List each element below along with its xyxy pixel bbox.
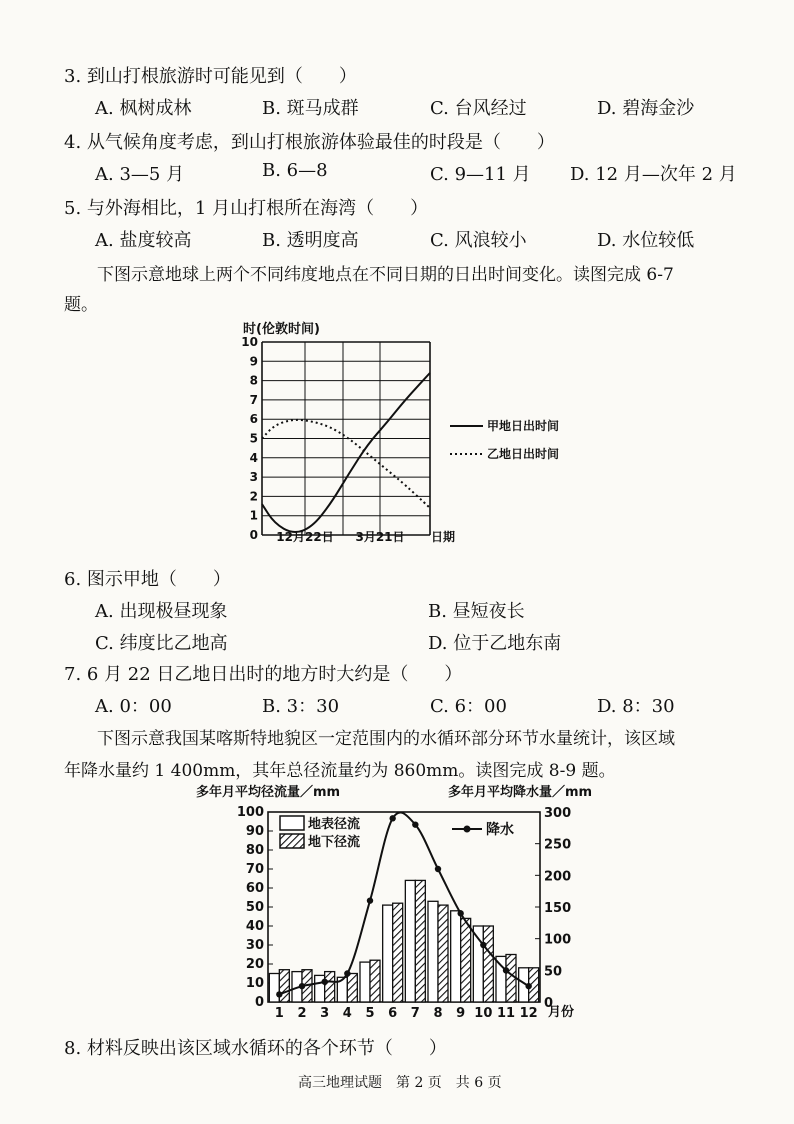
legend-label: 地表径流	[308, 817, 361, 832]
chart2-left-tick: 100	[236, 805, 264, 820]
chart2-month-tick: 11	[496, 1006, 516, 1021]
precipitation-point	[480, 942, 486, 948]
chart2-month-tick: 4	[342, 1006, 352, 1021]
legend-precip-marker	[464, 826, 471, 833]
chart2-month-tick: 12	[519, 1006, 538, 1021]
chart2-month-tick: 5	[365, 1006, 375, 1021]
chart2-right-tick: 300	[544, 806, 572, 821]
chart1-x-tick: 3月21日	[355, 530, 405, 544]
q7-stem: 7. 6 月 22 日乙地日出时的地方时大约是（ ）	[64, 664, 463, 685]
q6-stem: 6. 图示甲地（ ）	[64, 569, 231, 590]
q4-option-d[interactable]: D. 12 月—次年 2 月	[570, 164, 737, 185]
chart2-left-tick: 90	[245, 824, 264, 839]
q7-option-b[interactable]: B. 3：30	[262, 696, 340, 717]
bar-surface-runoff	[451, 911, 461, 1002]
q5-option-b[interactable]: B. 透明度高	[262, 230, 359, 251]
precipitation-point	[525, 983, 531, 989]
q7-option-d[interactable]: D. 8：30	[597, 696, 675, 717]
intro-6-7-line1: 下图示意地球上两个不同纬度地点在不同日期的日出时间变化。读图完成 6-7	[97, 265, 674, 285]
q3-option-a[interactable]: A. 枫树成林	[95, 98, 192, 119]
chart1-y-tick: 7	[249, 392, 258, 407]
q4-option-a[interactable]: A. 3—5 月	[95, 164, 185, 185]
chart2-left-tick: 80	[245, 843, 264, 858]
bar-groundwater-runoff	[415, 880, 425, 1002]
chart1-y-tick: 10	[241, 335, 258, 349]
q3-option-c[interactable]: C. 台风经过	[430, 98, 527, 119]
legend-label: 甲地日出时间	[487, 419, 560, 433]
bar-surface-runoff	[428, 901, 438, 1002]
chart2-right-title: 多年月平均降水量／mm	[448, 785, 593, 800]
chart1-y-tick: 3	[249, 470, 258, 485]
chart2-left-title: 多年月平均径流量／mm	[196, 785, 341, 800]
chart1-series-jia	[262, 373, 430, 532]
chart1-y-tick: 0	[249, 528, 258, 542]
bar-surface-runoff	[496, 956, 506, 1002]
q6-option-a[interactable]: A. 出现极昼现象	[95, 601, 228, 622]
chart2-month-tick: 8	[433, 1006, 443, 1021]
chart2-month-tick: 7	[410, 1006, 420, 1021]
q3-stem: 3. 到山打根旅游时可能见到（ ）	[64, 66, 357, 87]
bar-surface-runoff	[383, 905, 393, 1002]
precipitation-point	[344, 970, 350, 976]
q5-stem: 5. 与外海相比，1 月山打根所在海湾（ ）	[64, 198, 429, 219]
bar-groundwater-runoff	[347, 974, 357, 1003]
chart1-x-title: 日期	[431, 530, 456, 544]
chart2-right-tick: 150	[544, 901, 572, 916]
chart2-x-title: 月份	[548, 1005, 575, 1020]
chart2-month-tick: 10	[474, 1006, 493, 1021]
precipitation-point	[457, 910, 463, 916]
intro-6-7-line2: 题。	[64, 295, 98, 315]
chart2-left-tick: 10	[245, 976, 264, 991]
chart2-legend	[280, 816, 514, 850]
q7-option-c[interactable]: C. 6：00	[430, 696, 507, 717]
q3-option-d[interactable]: D. 碧海金沙	[597, 98, 695, 119]
chart1-y-tick: 4	[249, 450, 258, 465]
precipitation-point	[389, 815, 395, 821]
chart1-y-tick: 5	[249, 431, 258, 446]
chart1-legend	[450, 418, 559, 461]
chart2-month-tick: 2	[297, 1006, 307, 1021]
chart2-left-tick: 70	[245, 862, 264, 877]
bar-groundwater-runoff	[325, 972, 335, 1002]
chart1-x-tick: 12月22日	[276, 530, 334, 544]
q4-stem: 4. 从气候角度考虑，到山打根旅游体验最佳的时段是（ ）	[64, 132, 555, 153]
chart2-left-tick: 30	[245, 938, 264, 953]
bar-surface-runoff	[360, 962, 370, 1002]
chart1-y-tick: 1	[249, 508, 258, 523]
chart1-y-tick: 2	[249, 489, 258, 504]
legend-label: 降水	[486, 822, 514, 838]
q5-option-a[interactable]: A. 盐度较高	[95, 230, 192, 251]
bar-surface-runoff	[269, 974, 279, 1003]
q5-option-d[interactable]: D. 水位较低	[597, 230, 695, 251]
q6-option-d[interactable]: D. 位于乙地东南	[428, 633, 562, 654]
chart2-left-tick: 50	[245, 900, 264, 915]
chart1-y-tick: 9	[249, 354, 258, 369]
chart2-month-tick: 3	[320, 1006, 330, 1021]
chart1-series-yi	[262, 420, 430, 508]
bar-groundwater-runoff	[461, 918, 471, 1002]
q5-option-c[interactable]: C. 风浪较小	[430, 230, 527, 251]
chart2-left-tick: 60	[245, 881, 264, 896]
page-footer: 高三地理试题 第 2 页 共 6 页	[298, 1075, 502, 1091]
runoff-precipitation-chart	[190, 780, 600, 1025]
legend-label: 地下径流	[308, 835, 361, 850]
bar-groundwater-runoff	[393, 903, 403, 1002]
intro-8-9-line2: 年降水量约 1 400mm，其年总径流量约为 860mm。读图完成 8-9 题。	[64, 761, 616, 781]
precipitation-point	[503, 967, 509, 973]
bar-groundwater-runoff	[370, 960, 380, 1002]
precipitation-point	[321, 979, 327, 985]
chart2-right-tick: 100	[544, 932, 572, 948]
legend-groundwater-swatch	[280, 834, 304, 848]
chart2-month-tick: 6	[388, 1006, 398, 1021]
precipitation-point	[367, 897, 373, 903]
chart2-right-tick: 250	[544, 837, 572, 853]
precipitation-point	[435, 866, 441, 872]
chart1-y-tick: 8	[249, 373, 258, 388]
chart2-right-tick: 0	[544, 996, 554, 1011]
chart2-left-tick: 0	[254, 995, 264, 1010]
q6-option-c[interactable]: C. 纬度比乙地高	[95, 633, 228, 654]
chart2-right-tick: 200	[544, 869, 572, 885]
legend-label: 乙地日出时间	[487, 447, 560, 461]
chart2-right-tick: 50	[544, 964, 563, 980]
bar-groundwater-runoff	[438, 905, 448, 1002]
q3-option-b[interactable]: B. 斑马成群	[262, 98, 359, 119]
q6-option-b[interactable]: B. 昼短夜长	[428, 601, 525, 622]
precipitation-point	[276, 991, 282, 997]
chart1-y-title: 时(伦敦时间)	[243, 322, 320, 337]
bar-groundwater-runoff	[483, 926, 493, 1002]
chart2-left-tick: 40	[245, 919, 264, 934]
precipitation-point	[299, 983, 305, 989]
chart2-left-tick: 20	[245, 957, 264, 972]
legend-surface-swatch	[280, 816, 304, 830]
q4-option-c[interactable]: C. 9—11 月	[430, 164, 531, 185]
bar-groundwater-runoff	[506, 955, 516, 1003]
intro-8-9-line1: 下图示意我国某喀斯特地貌区一定范围内的水循环部分环节水量统计，该区域	[97, 729, 675, 749]
q4-option-b[interactable]: B. 6—8	[262, 160, 328, 181]
chart2-month-tick: 9	[456, 1006, 466, 1021]
q8-stem: 8. 材料反映出该区域水循环的各个环节（ ）	[64, 1038, 447, 1059]
bar-surface-runoff	[405, 880, 415, 1002]
precipitation-point	[412, 821, 418, 827]
chart2-month-tick: 1	[274, 1006, 284, 1021]
chart1-y-tick: 6	[249, 412, 258, 427]
q7-option-a[interactable]: A. 0：00	[95, 696, 172, 717]
sunrise-time-chart	[225, 315, 585, 545]
